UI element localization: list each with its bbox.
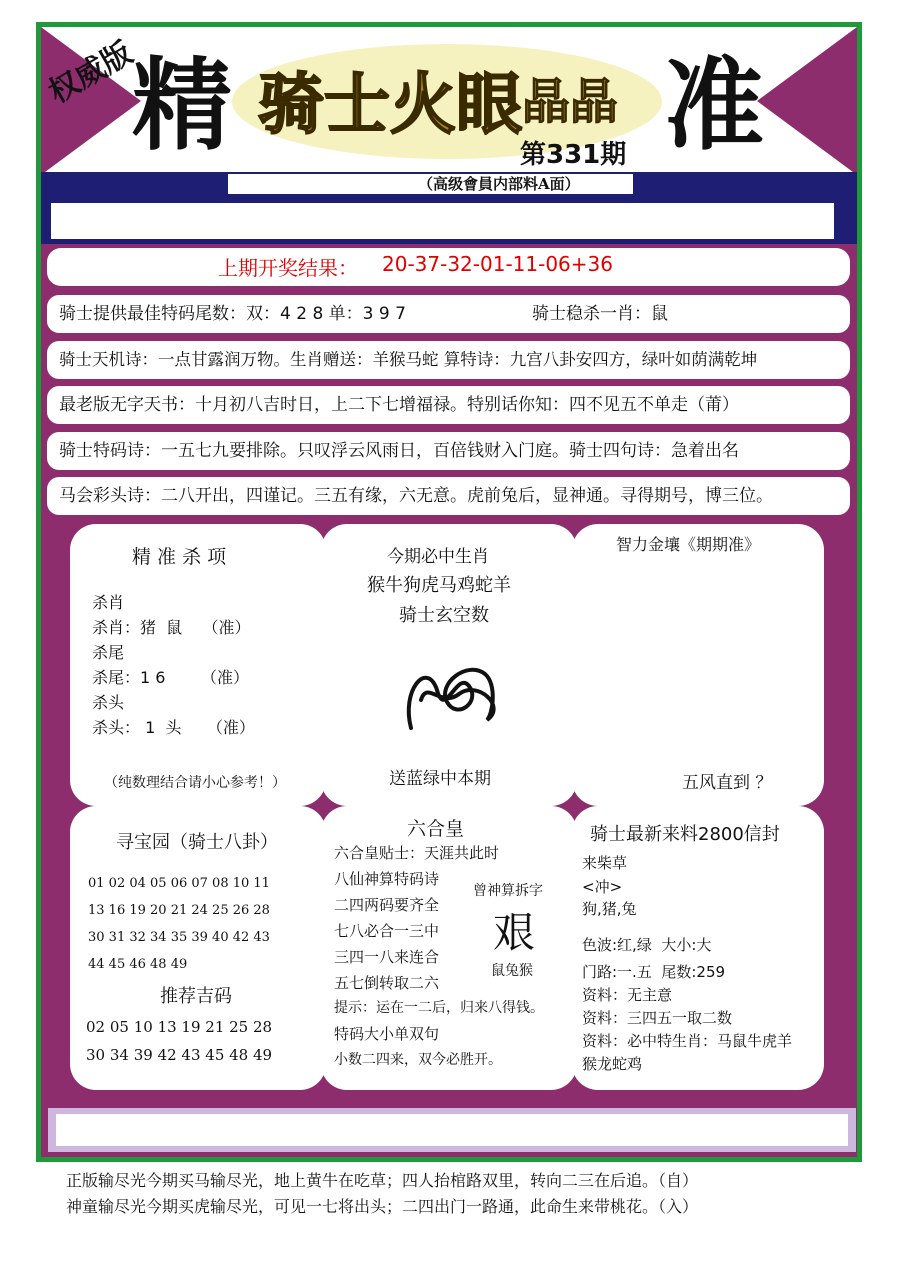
info-row-5: 马会彩头诗：二八开出，四谨记。三五有缘，六无意。虎前兔后，显神通。寻得期号，博三位。	[47, 477, 850, 515]
footer-line-1: 正版输尽光今期买马输尽光，地上黄牛在吃草；四人抬棺路双里，转向二三在后追。（自）	[66, 1171, 699, 1190]
treasure-title: 寻宝园（骑士八卦）	[116, 832, 278, 853]
left-title-char: 精	[132, 46, 232, 164]
right-title-char: 准	[664, 46, 764, 164]
zodiac-line-2: 猴牛狗虎马鸡蛇羊	[367, 575, 511, 596]
info-row-3: 最老版无字天书：十月初八吉时日，上二下七增福禄。特别话你知：四不见五不单走（莆）	[47, 386, 850, 424]
latest-line-6: 资料：无主意	[582, 986, 673, 1004]
info-row-1	[47, 295, 850, 333]
latest-line-9: 猴龙蛇鸡	[582, 1055, 643, 1073]
kill-line-4: 杀尾：1 6 （准）	[92, 668, 250, 687]
info-row-1-text2: 骑士稳杀一肖：鼠	[532, 304, 668, 324]
recommend-numbers-1: 02 05 10 13 19 21 25 28	[86, 1018, 273, 1036]
treasure-numbers-2: 13 16 19 20 21 24 25 26 28	[88, 903, 270, 918]
latest-line-5: 门路:一.五 尾数:259	[582, 963, 726, 981]
panel-treasure	[70, 806, 326, 1090]
zodiac-bottom: 送蓝绿中本期	[389, 769, 491, 789]
kill-note: （纯数理结合请小心参考！）	[104, 775, 286, 791]
kill-line-1: 杀肖	[92, 593, 125, 612]
kill-line-3: 杀尾	[92, 643, 125, 662]
panel-wisdom	[572, 524, 824, 806]
scribble-drawing	[397, 650, 507, 740]
latest-title: 骑士最新来料2800信封	[590, 824, 780, 845]
blank-bar	[51, 203, 834, 239]
liuhe-line-5: 三四一八来连合	[334, 948, 440, 966]
kill-line-6: 杀头： 1 头 （准）	[92, 718, 255, 737]
info-row-4: 骑士特码诗：一五七九要排除。只叹浮云风雨日，百倍钱财入门庭。骑士四句诗：急着出名	[47, 432, 850, 470]
wisdom-title: 智力金壤《期期准》	[616, 535, 761, 554]
edition-label: 权威版	[43, 35, 139, 111]
liuhe-line-1: 六合皇贴士：天涯共此时	[334, 844, 500, 862]
liuhe-line-6: 五七倒转取二六	[334, 974, 440, 992]
liuhe-line-4: 七八必合一三中	[334, 922, 440, 940]
latest-line-1: 来柴草	[582, 854, 628, 872]
subtitle: （高级會員内部料A面）	[418, 175, 580, 193]
wisdom-bottom: 五风直到 ？	[682, 773, 773, 793]
kill-line-5: 杀头	[92, 693, 125, 712]
issue-label: 第331期	[520, 140, 627, 170]
god-title: 曾神算拆字	[473, 883, 543, 899]
footer-line-2: 神童输尽光今期买虎输尽光，可见一七将出头；二四出门一路通，此命生来带桃花。（入）	[66, 1197, 699, 1216]
result-numbers: 20-37-32-01-11-06+36	[382, 252, 613, 276]
liuhe-line-3: 二四两码要齐全	[334, 896, 440, 914]
god-sub: 鼠兔猴	[491, 963, 533, 979]
info-row-1-text: 骑士提供最佳特码尾数：双：4 2 8 单：3 9 7	[59, 304, 406, 324]
latest-line-3: 狗,猪,兔	[582, 900, 637, 918]
panel-kill	[70, 524, 326, 806]
main-title: 骑士火眼	[258, 65, 522, 143]
panel-liuhe	[321, 806, 577, 1090]
zodiac-line-3: 骑士玄空数	[399, 605, 489, 626]
zodiac-line-1: 今期必中生肖	[387, 547, 489, 567]
header-right-triangle	[757, 27, 857, 175]
liuhe-line-2: 八仙神算特码诗	[334, 870, 440, 888]
result-label: 上期开奖结果：	[218, 256, 358, 280]
liuhe-line-7: 特码大小单双句	[334, 1025, 440, 1043]
treasure-numbers-4: 44 45 46 48 49	[88, 957, 188, 972]
treasure-numbers-3: 30 31 32 34 35 39 40 42 43	[88, 930, 270, 945]
panel-kill-title: 精 准 杀 项	[132, 546, 227, 568]
god-char: 艰	[493, 908, 536, 957]
panel-latest	[572, 806, 824, 1090]
liuhe-hint: 提示：运在一二后，归来八得钱。	[334, 1000, 544, 1016]
bottom-bar-inner	[56, 1114, 848, 1146]
liuhe-line-8: 小数二四来，双今必胜开。	[334, 1052, 502, 1068]
info-row-2: 骑士天机诗：一点甘露润万物。生肖赠送：羊猴马蛇 算特诗：九宫八卦安四方，绿叶如荫满乾坤	[47, 341, 850, 379]
panel-zodiac	[321, 524, 577, 806]
latest-line-8: 资料：必中特生肖：马鼠牛虎羊	[582, 1032, 793, 1050]
treasure-numbers-1: 01 02 04 05 06 07 08 10 11	[88, 876, 270, 891]
kill-line-2: 杀肖：猪 鼠 （准）	[92, 618, 251, 637]
main-title-small: 晶晶	[522, 74, 619, 130]
liuhe-title: 六合皇	[407, 818, 465, 840]
recommend-title: 推荐吉码	[160, 986, 232, 1007]
latest-line-2: <冲>	[582, 878, 623, 896]
latest-line-7: 资料：三四五一取二数	[582, 1009, 733, 1027]
recommend-numbers-2: 30 34 39 42 43 45 48 49	[86, 1046, 273, 1064]
latest-line-4: 色波:红,绿 大小:大	[582, 936, 712, 954]
